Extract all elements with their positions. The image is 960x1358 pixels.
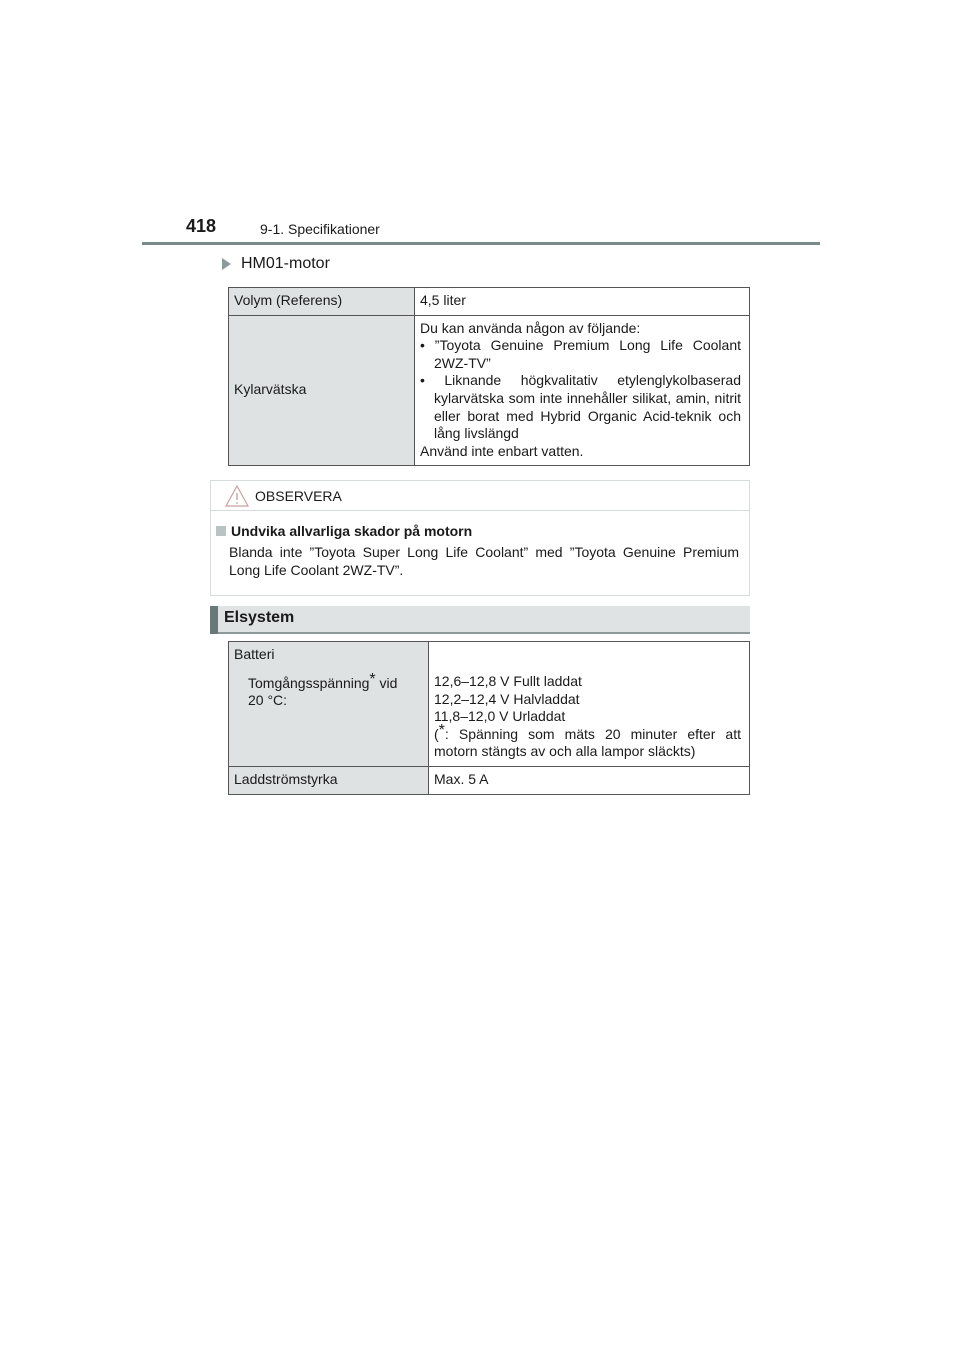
battery-label-cell [229, 642, 429, 767]
notice-text: Blanda inte ”Toyota Super Long Life Coolant” med ”Toyota Genuine Premium Long Life Coolant 2WZ-TV”. [229, 544, 739, 578]
voltage-label-text: Tomgångsspänning [248, 674, 370, 691]
square-bullet-icon [216, 526, 226, 536]
voltage-suffix: vid [375, 674, 398, 691]
charge-label: Laddströmstyrka [229, 766, 429, 794]
triangle-bullet-icon [222, 258, 231, 270]
footnote-text: : Spänning som mäts 20 minuter efter att motorn stängts av och alla lampor släckts) [434, 725, 741, 760]
subheading-text: HM01-motor [241, 255, 330, 272]
table-row [229, 288, 750, 316]
notice-box [210, 480, 750, 596]
coolant-value [415, 315, 750, 466]
coolant-label: Kylarvätska [229, 315, 415, 466]
section-accent-bar [210, 606, 218, 634]
electrical-spec-table [228, 641, 750, 795]
table-row [229, 315, 750, 466]
voltage-footnote [434, 721, 741, 761]
subheading [222, 255, 330, 273]
volume-value: 4,5 liter [415, 288, 750, 316]
section-title: 9-1. Specifikationer [260, 221, 380, 237]
engine-spec-table [228, 287, 750, 466]
voltage-label [234, 670, 420, 710]
voltage-full: 12,6–12,8 V Fullt laddat [434, 673, 582, 689]
table-row [229, 642, 750, 767]
asterisk: * [369, 670, 376, 688]
notice-header [211, 481, 749, 511]
electrical-section-header [210, 606, 750, 634]
voltage-temp: 20 °C: [248, 692, 288, 709]
electrical-heading: Elsystem [224, 609, 295, 626]
battery-value-cell [429, 642, 750, 767]
coolant-intro: Du kan använda någon av följande: [420, 319, 641, 336]
header-rule [142, 242, 820, 245]
volume-label: Volym (Referens) [229, 288, 415, 316]
coolant-option-1: • ”Toyota Genuine Premium Long Life Coolant 2WZ-TV” [420, 337, 741, 371]
footnote-open: ( [434, 725, 439, 742]
charge-value: Max. 5 A [429, 766, 750, 794]
table-row [229, 766, 750, 794]
voltage-empty: 11,8–12,0 V Urladdat [434, 708, 566, 725]
voltage-half: 12,2–12,4 V Halvladdat [434, 690, 580, 707]
notice-title [216, 523, 472, 539]
notice-heading: OBSERVERA [255, 487, 342, 504]
notice-title-text: Undvika allvarliga skador på motorn [231, 523, 473, 539]
coolant-option-2: • Liknande högkvalitativ etylenglykolbaserad kylarvätska som inte innehåller silikat, amin, nitrit eller borat med Hybrid Organic Acid-teknik och lång livslängd [420, 372, 741, 442]
footnote-asterisk: * [438, 721, 445, 739]
battery-label: Batteri [234, 646, 275, 662]
warning-icon [225, 485, 249, 507]
coolant-note: Använd inte enbart vatten. [420, 442, 584, 459]
page-number: 418 [186, 216, 217, 236]
